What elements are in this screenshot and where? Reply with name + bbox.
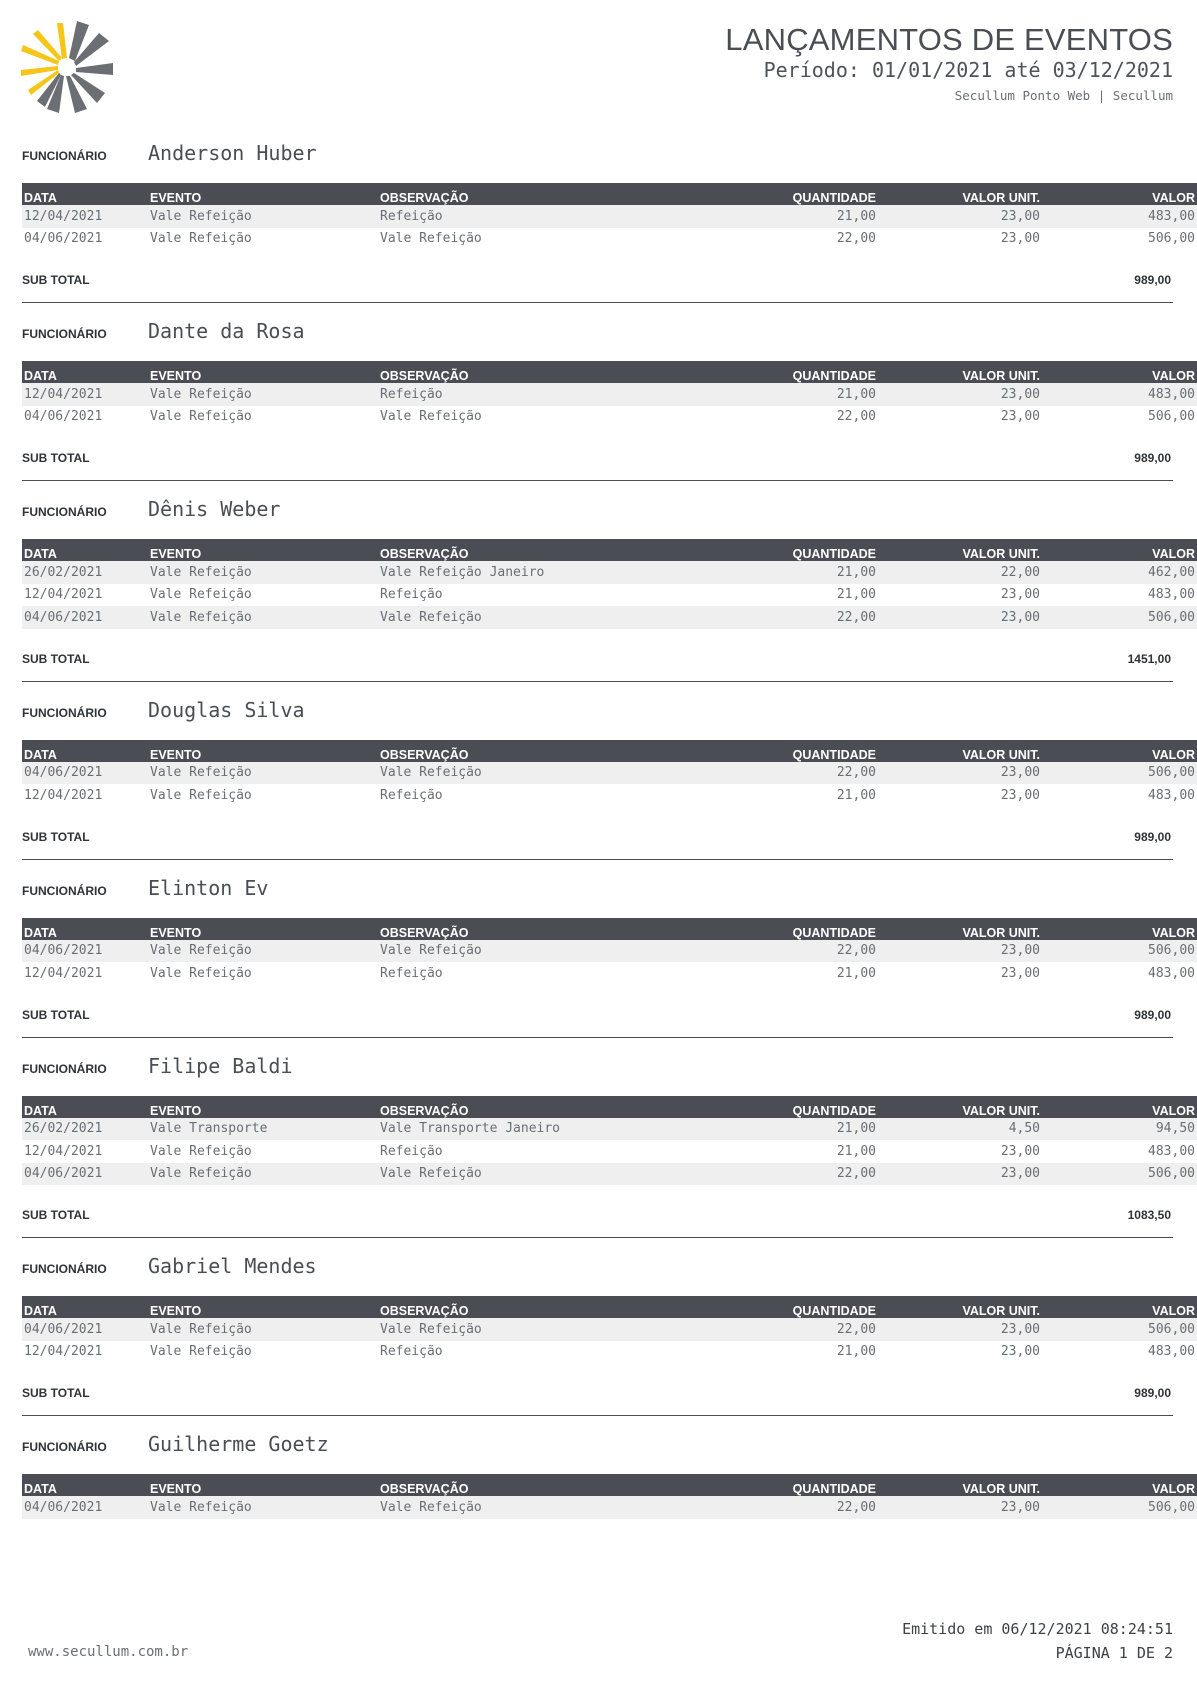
cell-date: 04/06/2021 [22, 1496, 148, 1519]
employee-section [22, 1432, 1195, 1519]
cell-observation: Vale Refeição Janeiro [378, 561, 712, 584]
cell-quantity: 21,00 [712, 561, 878, 584]
subtotal-row [22, 985, 1173, 1038]
cell-value: 506,00 [1042, 940, 1197, 963]
cell-value: 483,00 [1148, 587, 1195, 603]
table-row [22, 784, 1197, 807]
subtotal-label: SUB TOTAL [22, 651, 90, 666]
cell-quantity: 22,00 [712, 762, 878, 785]
column-header-observation: OBSERVAÇÃO [378, 918, 712, 940]
cell-event: Vale Refeição [150, 1143, 252, 1159]
column-header-value: VALOR [1042, 1474, 1197, 1496]
subtotal-row [22, 1363, 1173, 1416]
table-row [22, 1496, 1197, 1519]
subtotal-value: 1083,50 [1127, 1208, 1171, 1222]
employee-header [22, 1053, 1173, 1096]
column-header-observation: OBSERVAÇÃO [378, 539, 712, 561]
cell-unit-value: 23,00 [878, 606, 1042, 629]
cell-event: Vale Refeição [150, 231, 252, 247]
subtotal-row [22, 629, 1173, 682]
employee-header [22, 143, 1173, 183]
column-header-event: EVENTO [148, 1096, 378, 1118]
report-title: LANÇAMENTOS DE EVENTOS [725, 22, 1173, 57]
cell-date: 12/04/2021 [24, 1143, 103, 1159]
column-header-observation: OBSERVAÇÃO [378, 1474, 712, 1496]
subtotal-label: SUB TOTAL [22, 1007, 90, 1022]
cell-observation: Vale Refeição [378, 762, 712, 785]
table-row [22, 383, 1197, 406]
cell-event: Vale Refeição [150, 1344, 252, 1360]
table-header-row [22, 1096, 1197, 1118]
cell-date: 04/06/2021 [24, 231, 103, 247]
cell-observation: Vale Refeição [378, 940, 712, 963]
column-header-date: DATA [22, 183, 148, 205]
cell-value: 483,00 [1148, 1344, 1195, 1360]
employee-header [22, 875, 1173, 918]
cell-date: 04/06/2021 [22, 1163, 148, 1186]
cell-event: Vale Refeição [148, 205, 378, 228]
cell-unit-value: 23,00 [878, 940, 1042, 963]
cell-value: 483,00 [1148, 965, 1195, 981]
cell-quantity: 22,00 [712, 940, 878, 963]
cell-date: 04/06/2021 [22, 606, 148, 629]
column-header-value: VALOR [1042, 740, 1197, 762]
column-header-quantity: QUANTIDADE [712, 740, 878, 762]
employee-section [22, 141, 1195, 303]
table-header-row [22, 361, 1197, 383]
employee-label: FUNCIONÁRIO [22, 883, 107, 898]
column-header-event: EVENTO [148, 740, 378, 762]
subtotal-value: 989,00 [1134, 829, 1171, 844]
employee-section [22, 497, 1195, 682]
column-header-quantity: QUANTIDADE [712, 918, 878, 940]
cell-quantity: 22,00 [712, 1496, 878, 1519]
cell-quantity: 22,00 [836, 231, 876, 247]
subtotal-row [22, 807, 1173, 860]
column-header-date: DATA [22, 918, 148, 940]
column-header-quantity: QUANTIDADE [712, 361, 878, 383]
cell-event: Vale Transporte [148, 1118, 378, 1141]
cell-date: 12/04/2021 [24, 965, 103, 981]
column-header-event: EVENTO [148, 183, 378, 205]
employee-section [22, 1053, 1195, 1239]
cell-observation: Refeição [378, 205, 712, 228]
cell-date: 12/04/2021 [22, 205, 148, 228]
cell-value: 506,00 [1148, 409, 1195, 425]
column-header-unit-value: VALOR UNIT. [878, 183, 1042, 205]
cell-value: 506,00 [1042, 1163, 1197, 1186]
column-header-value: VALOR [1042, 361, 1197, 383]
column-header-event: EVENTO [148, 361, 378, 383]
cell-event: Vale Refeição [150, 409, 252, 425]
employee-sections [22, 141, 1195, 1519]
cell-date: 12/04/2021 [24, 787, 103, 803]
table-header-row [22, 539, 1197, 561]
column-header-value: VALOR [1042, 183, 1197, 205]
cell-date: 12/04/2021 [22, 383, 148, 406]
subtotal-label: SUB TOTAL [22, 273, 90, 287]
employee-header [22, 1434, 1173, 1474]
cell-unit-value: 22,00 [878, 561, 1042, 584]
subtotal-label: SUB TOTAL [22, 451, 90, 465]
column-header-quantity: QUANTIDADE [712, 1474, 878, 1496]
subtotal-value: 989,00 [1134, 1386, 1171, 1400]
cell-observation: Vale Transporte Janeiro [378, 1118, 712, 1141]
table-header-row [22, 1474, 1197, 1496]
subtotal-value: 989,00 [1134, 273, 1171, 287]
employee-label: FUNCIONÁRIO [22, 705, 107, 720]
cell-observation: Refeição [380, 787, 443, 803]
column-header-date: DATA [22, 740, 148, 762]
employee-name: Guilherme Goetz [148, 1432, 329, 1456]
employee-name: Gabriel Mendes [148, 1254, 317, 1278]
cell-unit-value: 23,00 [878, 205, 1042, 228]
table-row [22, 205, 1197, 228]
cell-quantity: 21,00 [836, 587, 876, 603]
employee-section [22, 697, 1195, 860]
events-table [22, 740, 1197, 807]
table-row [22, 561, 1197, 584]
employee-header [22, 697, 1173, 740]
cell-unit-value: 23,00 [878, 762, 1042, 785]
cell-unit-value: 4,50 [878, 1118, 1042, 1141]
column-header-value: VALOR [1042, 539, 1197, 561]
cell-value: 506,00 [1042, 1318, 1197, 1341]
cell-date: 04/06/2021 [24, 409, 103, 425]
table-header-row [22, 918, 1197, 940]
cell-unit-value: 23,00 [1000, 1143, 1040, 1159]
cell-quantity: 22,00 [712, 606, 878, 629]
cell-date: 04/06/2021 [22, 762, 148, 785]
table-row [22, 962, 1197, 985]
cell-observation: Vale Refeição [378, 606, 712, 629]
employee-section [22, 319, 1195, 481]
employee-name: Anderson Huber [148, 141, 317, 165]
cell-date: 26/02/2021 [22, 561, 148, 584]
column-header-observation: OBSERVAÇÃO [378, 740, 712, 762]
subtotal-value: 1451,00 [1127, 651, 1171, 666]
subtotal-value: 989,00 [1134, 1007, 1171, 1022]
column-header-unit-value: VALOR UNIT. [878, 539, 1042, 561]
table-row [22, 1163, 1197, 1186]
employee-label: FUNCIONÁRIO [22, 149, 107, 163]
cell-event: Vale Refeição [148, 561, 378, 584]
cell-event: Vale Refeição [148, 1163, 378, 1186]
column-header-unit-value: VALOR UNIT. [878, 1474, 1042, 1496]
cell-observation: Refeição [380, 1344, 443, 1360]
cell-quantity: 21,00 [836, 1344, 876, 1360]
column-header-value: VALOR [1042, 918, 1197, 940]
employee-label: FUNCIONÁRIO [22, 1061, 107, 1076]
table-row [22, 940, 1197, 963]
cell-value: 506,00 [1148, 231, 1195, 247]
column-header-quantity: QUANTIDADE [712, 1296, 878, 1318]
cell-quantity: 22,00 [836, 409, 876, 425]
column-header-event: EVENTO [148, 539, 378, 561]
subtotal-value: 989,00 [1134, 451, 1171, 465]
cell-event: Vale Refeição [148, 1318, 378, 1341]
employee-label: FUNCIONÁRIO [22, 505, 107, 519]
column-header-value: VALOR [1042, 1296, 1197, 1318]
cell-unit-value: 23,00 [1000, 1344, 1040, 1360]
cell-quantity: 21,00 [712, 383, 878, 406]
table-row [22, 1140, 1197, 1163]
subtotal-label: SUB TOTAL [22, 1386, 90, 1400]
column-header-observation: OBSERVAÇÃO [378, 183, 712, 205]
cell-unit-value: 23,00 [878, 1496, 1042, 1519]
cell-quantity: 21,00 [712, 1118, 878, 1141]
cell-unit-value: 23,00 [1000, 787, 1040, 803]
table-row [22, 1318, 1197, 1341]
column-header-quantity: QUANTIDADE [712, 183, 878, 205]
page-indicator: PÁGINA 1 DE 2 [1055, 1644, 1173, 1662]
employee-label: FUNCIONÁRIO [22, 1262, 107, 1276]
column-header-unit-value: VALOR UNIT. [878, 361, 1042, 383]
employee-header [22, 321, 1173, 361]
events-table [22, 1474, 1197, 1519]
subtotal-label: SUB TOTAL [22, 829, 90, 844]
events-table [22, 539, 1197, 629]
employee-name: Dante da Rosa [148, 319, 305, 343]
table-row [22, 1341, 1197, 1364]
subtotal-row [22, 428, 1173, 481]
cell-unit-value: 23,00 [1000, 587, 1040, 603]
column-header-event: EVENTO [148, 918, 378, 940]
cell-unit-value: 23,00 [878, 1318, 1042, 1341]
table-row [22, 762, 1197, 785]
employee-name: Filipe Baldi [148, 1053, 293, 1078]
cell-observation: Refeição [380, 587, 443, 603]
cell-quantity: 22,00 [712, 1163, 878, 1186]
cell-date: 26/02/2021 [22, 1118, 148, 1141]
employee-label: FUNCIONÁRIO [22, 327, 107, 341]
employee-name: Dênis Weber [148, 497, 281, 521]
events-table [22, 1096, 1197, 1186]
column-header-event: EVENTO [148, 1296, 378, 1318]
column-header-date: DATA [22, 361, 148, 383]
table-row [22, 228, 1197, 251]
employee-name: Elinton Ev [148, 875, 269, 900]
cell-event: Vale Refeição [150, 787, 252, 803]
column-header-date: DATA [22, 1096, 148, 1118]
cell-observation: Vale Refeição [378, 1318, 712, 1341]
cell-quantity: 21,00 [836, 787, 876, 803]
cell-observation: Refeição [380, 965, 443, 981]
cell-value: 483,00 [1148, 1143, 1195, 1159]
cell-event: Vale Refeição [148, 606, 378, 629]
events-table [22, 183, 1197, 250]
employee-name: Douglas Silva [148, 697, 305, 722]
events-table [22, 1296, 1197, 1363]
cell-event: Vale Refeição [148, 1496, 378, 1519]
column-header-observation: OBSERVAÇÃO [378, 1096, 712, 1118]
cell-date: 12/04/2021 [24, 587, 103, 603]
table-row [22, 406, 1197, 429]
cell-quantity: 22,00 [712, 1318, 878, 1341]
column-header-date: DATA [22, 1474, 148, 1496]
column-header-event: EVENTO [148, 1474, 378, 1496]
employee-header [22, 1256, 1173, 1296]
column-header-unit-value: VALOR UNIT. [878, 740, 1042, 762]
cell-value: 483,00 [1148, 787, 1195, 803]
report-source: Secullum Ponto Web | Secullum [954, 88, 1173, 103]
column-header-unit-value: VALOR UNIT. [878, 918, 1042, 940]
cell-unit-value: 23,00 [878, 383, 1042, 406]
cell-value: 506,00 [1042, 762, 1197, 785]
column-header-observation: OBSERVAÇÃO [378, 361, 712, 383]
secullum-logo [20, 20, 114, 114]
column-header-quantity: QUANTIDADE [712, 1096, 878, 1118]
column-header-unit-value: VALOR UNIT. [878, 1096, 1042, 1118]
employee-label: FUNCIONÁRIO [22, 1440, 107, 1454]
column-header-date: DATA [22, 1296, 148, 1318]
column-header-unit-value: VALOR UNIT. [878, 1296, 1042, 1318]
cell-unit-value: 23,00 [1000, 965, 1040, 981]
column-header-date: DATA [22, 539, 148, 561]
cell-observation: Refeição [380, 1143, 443, 1159]
cell-value: 94,50 [1042, 1118, 1197, 1141]
report-period: Período: 01/01/2021 até 03/12/2021 [763, 58, 1173, 82]
cell-unit-value: 23,00 [1000, 409, 1040, 425]
column-header-observation: OBSERVAÇÃO [378, 1296, 712, 1318]
cell-date: 04/06/2021 [22, 1318, 148, 1341]
cell-unit-value: 23,00 [1000, 231, 1040, 247]
subtotal-label: SUB TOTAL [22, 1208, 90, 1222]
cell-value: 462,00 [1042, 561, 1197, 584]
cell-event: Vale Refeição [148, 940, 378, 963]
column-header-quantity: QUANTIDADE [712, 539, 878, 561]
cell-observation: Vale Refeição [378, 1163, 712, 1186]
cell-event: Vale Refeição [150, 965, 252, 981]
subtotal-row [22, 1185, 1173, 1238]
cell-event: Vale Refeição [148, 383, 378, 406]
employee-header [22, 499, 1173, 539]
cell-observation: Vale Refeição [380, 231, 482, 247]
table-header-row [22, 1296, 1197, 1318]
table-row [22, 606, 1197, 629]
cell-value: 483,00 [1042, 205, 1197, 228]
cell-date: 12/04/2021 [24, 1344, 103, 1360]
cell-unit-value: 23,00 [878, 1163, 1042, 1186]
employee-section [22, 1254, 1195, 1416]
cell-date: 04/06/2021 [22, 940, 148, 963]
table-header-row [22, 740, 1197, 762]
cell-event: Vale Refeição [150, 587, 252, 603]
column-header-value: VALOR [1042, 1096, 1197, 1118]
footer-url[interactable]: www.secullum.com.br [28, 1644, 189, 1660]
cell-value: 483,00 [1042, 383, 1197, 406]
cell-observation: Refeição [378, 383, 712, 406]
cell-value: 506,00 [1042, 606, 1197, 629]
cell-observation: Vale Refeição [378, 1496, 712, 1519]
emitted-timestamp: Emitido em 06/12/2021 08:24:51 [902, 1620, 1173, 1638]
cell-value: 506,00 [1042, 1496, 1197, 1519]
subtotal-row [22, 250, 1173, 303]
employee-section [22, 875, 1195, 1038]
cell-observation: Vale Refeição [380, 409, 482, 425]
cell-quantity: 21,00 [836, 965, 876, 981]
cell-event: Vale Refeição [148, 762, 378, 785]
events-table [22, 361, 1197, 428]
table-row [22, 1118, 1197, 1141]
table-header-row [22, 183, 1197, 205]
table-row [22, 584, 1197, 607]
cell-quantity: 21,00 [836, 1143, 876, 1159]
events-table [22, 918, 1197, 985]
cell-quantity: 21,00 [712, 205, 878, 228]
